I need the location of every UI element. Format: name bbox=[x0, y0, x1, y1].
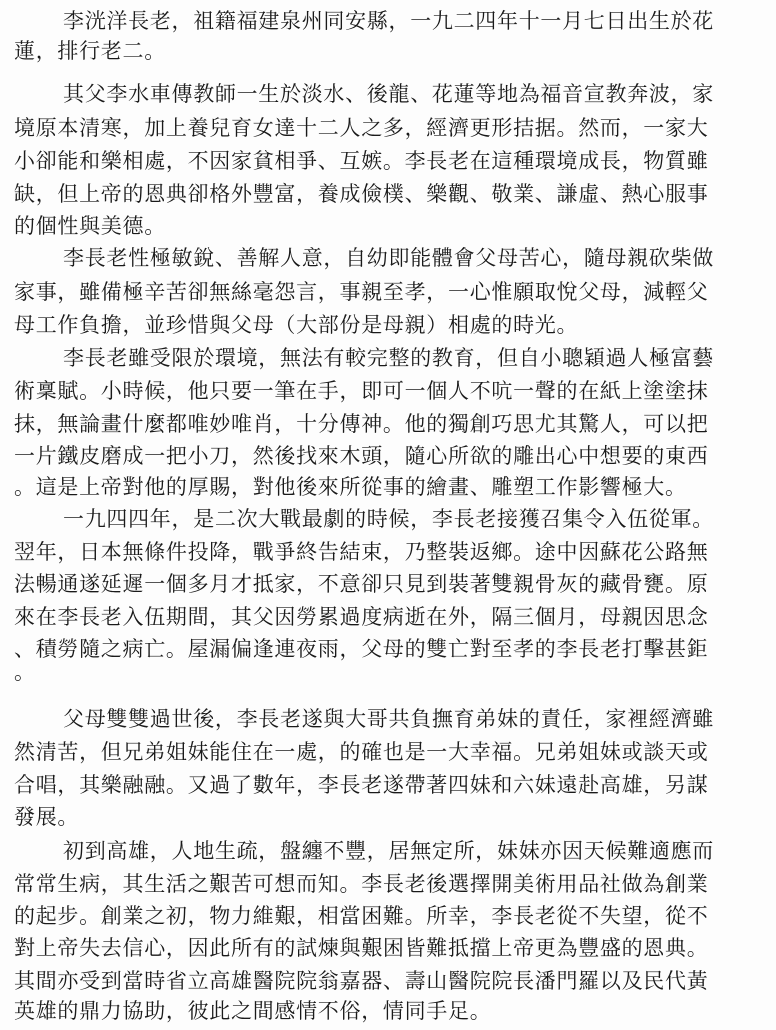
text-line: 對上帝失去信心，因此所有的試煉與艱困皆難抵擋上帝更為豐盛的恩典。 bbox=[14, 936, 709, 960]
text-line: 缺，但上帝的恩典卻格外豐富，養成儉樸、樂觀、敬業、謙虛、熱心服事 bbox=[14, 182, 709, 206]
text-line: 母工作負擔，並珍惜與父母（大部份是母親）相處的時光。 bbox=[14, 313, 579, 337]
text-line: 、積勞隨之病亡。屋漏偏逢連夜雨，父母的雙亡對至孝的李長老打擊甚鉅 bbox=[14, 637, 709, 661]
text-line: 境原本清寒，加上養兒育女達十二人之多，經濟更形拮据。然而，一家大 bbox=[14, 116, 709, 140]
text-line: 發展。 bbox=[14, 805, 80, 829]
text-line: 翌年，日本無條件投降，戰爭終告結束，乃整裝返鄉。途中因蘇花公路無 bbox=[14, 540, 709, 564]
text-line: 抹，無論畫什麼都唯妙唯肖，十分傳神。他的獨創巧思尤其驚人，可以把 bbox=[14, 412, 709, 436]
text-line: 英雄的鼎力協助，彼此之間感情不俗，情同手足。 bbox=[14, 999, 492, 1023]
text-line: 其間亦受到當時省立高雄醫院院翁嘉器、壽山醫院院長潘門羅以及民代黃 bbox=[14, 969, 709, 993]
text-line: 李長老雖受限於環境，無法有較完整的教育，但自小聰穎過人極富藝 bbox=[63, 346, 714, 370]
text-line: 李長老性極敏銳、善解人意，自幼即能體會父母苦心，隨母親砍柴做 bbox=[63, 246, 714, 270]
text-line: 的起步。創業之初，物力維艱，相當困難。所幸，李長老從不失望，從不 bbox=[14, 904, 709, 928]
text-line: 家事，雖備極辛苦卻無絲毫怨言，事親至孝，一心惟願取悅父母，減輕父 bbox=[14, 280, 709, 304]
text-line: 父母雙雙過世後，李長老遂與大哥共負撫育弟妹的責任，家裡經濟雖 bbox=[63, 707, 714, 731]
text-line: 術稟賦。小時候，他只要一筆在手，即可一個人不吭一聲的在紙上塗塗抹 bbox=[14, 379, 709, 403]
text-line: 小卻能和樂相處，不因家貧相爭、互嫉。李長老在這種環境成長，物質雖 bbox=[14, 149, 709, 173]
text-line: 其父李水車傳教師一生於淡水、後龍、花蓮等地為福音宣教奔波，家 bbox=[63, 82, 714, 106]
text-line: 初到高雄，人地生疏，盤纏不豐，居無定所，妹妹亦因天候難適應而 bbox=[63, 839, 714, 863]
text-line: 一九四四年，是二次大戰最劇的時候，李長老接獲召集令入伍從軍。 bbox=[63, 507, 714, 531]
text-line: 李洸洋長老，祖籍福建泉州同安縣，一九二四年十一月七日出生於花 bbox=[63, 9, 714, 33]
text-line: 的個性與美德。 bbox=[14, 214, 166, 238]
text-line: 合唱，其樂融融。又過了數年，李長老遂帶著四妹和六妹遠赴高雄，另謀 bbox=[14, 773, 709, 797]
text-line: 。這是上帝對他的厚賜，對他後來所從事的繪畫、雕塑工作影響極大。 bbox=[14, 475, 687, 499]
text-line: 法暢通遂延遲一個多月才抵家，不意卻只見到裝著雙親骨灰的藏骨甕。原 bbox=[14, 572, 709, 596]
text-line: 一片鐵皮磨成一把小刀，然後找來木頭，隨心所欲的雕出心中想要的東西 bbox=[14, 444, 709, 468]
text-line: 然清苦，但兄弟姐妹能住在一處，的確也是一大幸福。兄弟姐妹或談天或 bbox=[14, 740, 709, 764]
text-line: 來在李長老入伍期間，其父因勞累過度病逝在外，隔三個月，母親因思念 bbox=[14, 605, 709, 629]
text-line: 常常生病，其生活之艱苦可想而知。李長老後選擇開美術用品社做為創業 bbox=[14, 872, 709, 896]
text-line: 。 bbox=[14, 660, 36, 684]
text-line: 蓮，排行老二。 bbox=[14, 39, 166, 63]
